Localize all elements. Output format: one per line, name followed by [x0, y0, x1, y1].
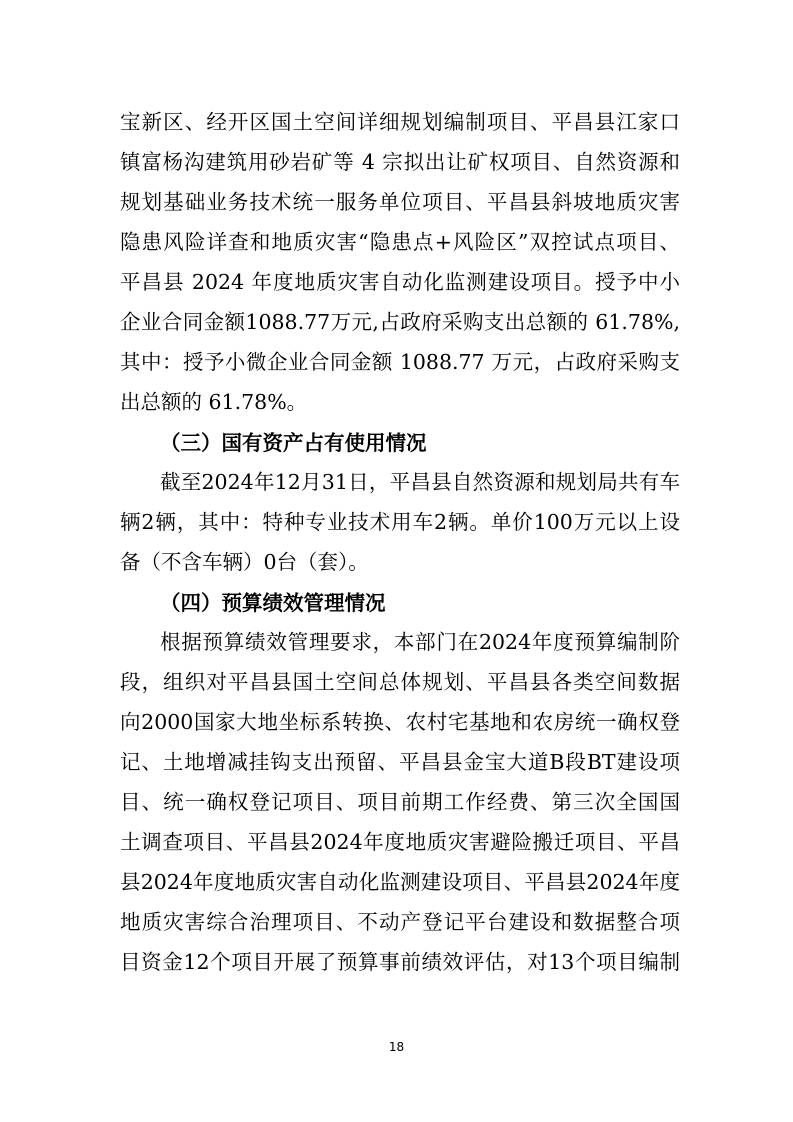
para1-line-7: 其中：授予小微企业合同金额 1088.77 万元，占政府采购支 [120, 350, 680, 374]
section3-line-1: 截至2024年12月31日，平昌县自然资源和规划局共有车 [160, 470, 680, 494]
section4-line-7: 县2024年度地质灾害自动化监测建设项目、平昌县2024年度 [120, 870, 680, 894]
para1-line-1: 宝新区、经开区国土空间详细规划编制项目、平昌县江家口 [120, 110, 680, 134]
page-number: 18 [388, 1040, 405, 1054]
para1-line-2: 镇富杨沟建筑用砂岩矿等 4 宗拟出让矿权项目、自然资源和 [120, 150, 680, 174]
section4-line-6: 土调查项目、平昌县2024年度地质灾害避险搬迁项目、平昌 [120, 830, 680, 854]
section3-line-2: 辆2辆，其中：特种专业技术用车2辆。单价100万元以上设 [120, 510, 680, 534]
section4-heading: （四）预算绩效管理情况 [160, 591, 386, 615]
section4-line-8: 地质灾害综合治理项目、不动产登记平台建设和数据整合项 [120, 910, 680, 934]
para1-line-5: 平昌县 2024 年度地质灾害自动化监测建设项目。授予中小 [120, 270, 680, 294]
section3-line-3: 备（不含车辆）0台（套）。 [120, 550, 369, 574]
section4-line-9: 目资金12个项目开展了预算事前绩效评估，对13个项目编制 [120, 950, 680, 974]
section3-heading: （三）国有资产占有使用情况 [160, 431, 427, 455]
para1-line-6: 企业合同金额1088.77万元,占政府采购支出总额的 61.78%, [120, 310, 680, 334]
section4-line-1: 根据预算绩效管理要求，本部门在2024年度预算编制阶 [160, 630, 680, 654]
section4-line-3: 向2000国家大地坐标系转换、农村宅基地和农房统一确权登 [120, 710, 680, 734]
para1-line-3: 规划基础业务技术统一服务单位项目、平昌县斜坡地质灾害 [120, 190, 680, 214]
para1-line-8: 出总额的 61.78%。 [120, 390, 308, 414]
para1-line-4: 隐患风险详查和地质灾害“隐患点+风险区”双控试点项目、 [120, 230, 680, 254]
section4-line-5: 目、统一确权登记项目、项目前期工作经费、第三次全国国 [120, 790, 680, 814]
section4-line-4: 记、土地增减挂钩支出预留、平昌县金宝大道B段BT建设项 [120, 750, 680, 774]
section4-line-2: 段，组织对平昌县国土空间总体规划、平昌县各类空间数据 [120, 670, 680, 694]
